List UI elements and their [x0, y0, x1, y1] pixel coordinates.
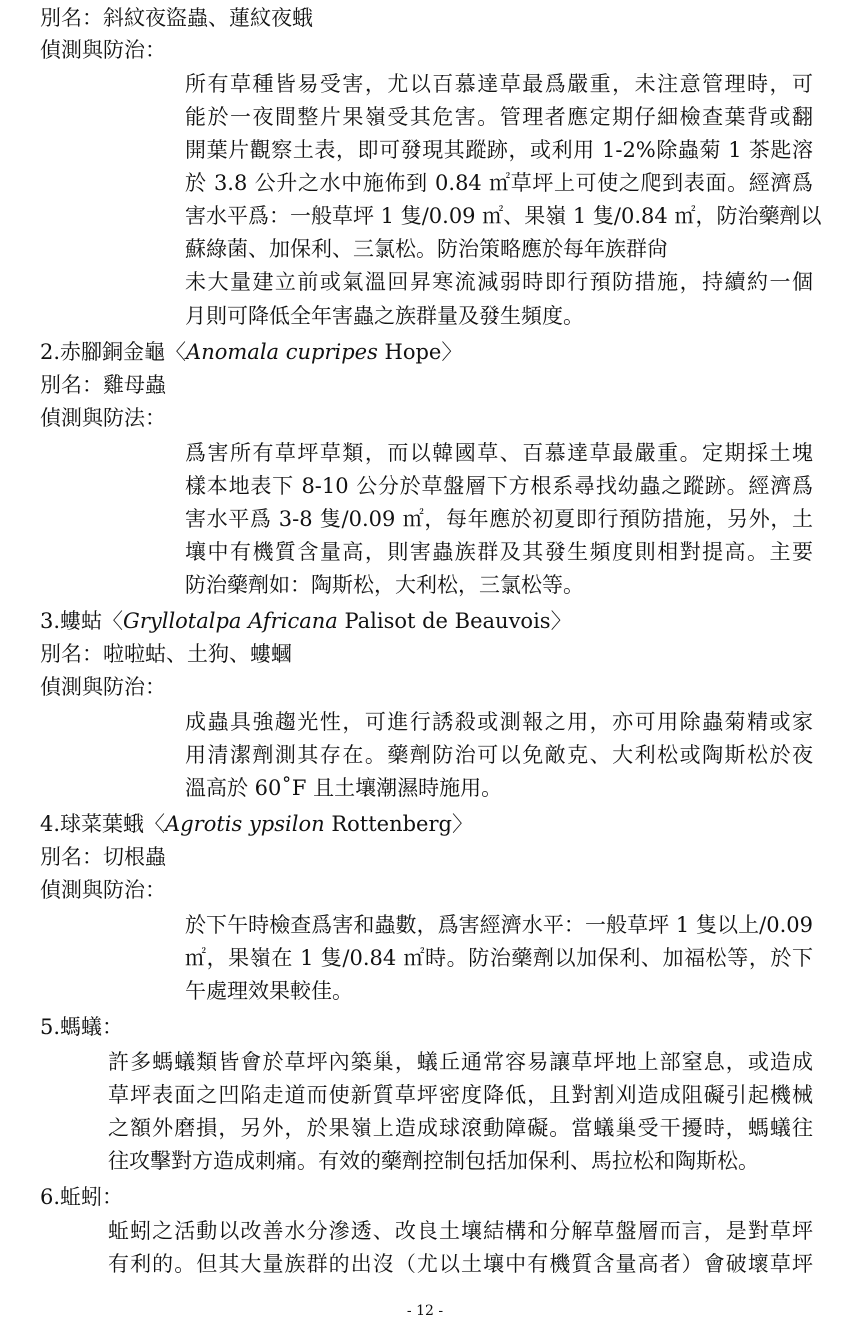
- alias-line: 別名：啦啦蛄、土狗、螻蟈: [40, 642, 292, 666]
- paragraph-line: 溫高於 60˚F 且土壤潮濕時施用。: [185, 776, 503, 800]
- heading-author: Palisot de Beauvois〉: [337, 609, 572, 633]
- paragraph-line: 未大量建立前或氣溫回昇寒流減弱時即行預防措施，持續約一個: [185, 270, 813, 294]
- paragraph-line: 成蟲具強趨光性，可進行誘殺或測報之用，亦可用除蟲菊精或家: [185, 710, 813, 734]
- paragraph-line: 有利的。但其大量族群的出沒（尤以土壤中有機質含量高者）會破壞草坪: [108, 1252, 813, 1276]
- method-label: 偵測與防治：: [40, 878, 166, 902]
- paragraph-line: 午處理效果較佳。: [185, 979, 353, 1003]
- paragraph-line: 往攻擊對方造成刺痛。有效的藥劑控制包括加保利、馬拉松和陶斯松。: [108, 1149, 759, 1173]
- paragraph-line: 許多螞蟻類皆會於草坪內築巢，蟻丘通常容易讓草坪地上部窒息，或造成: [108, 1050, 813, 1074]
- heading-text: 4.球菜葉蛾〈: [40, 812, 166, 836]
- section-heading: [40, 607, 572, 635]
- paragraph-line: 開葉片觀察土表，即可發現其蹤跡，或利用 1-2%除蟲菊 1 茶匙溶: [185, 138, 813, 162]
- paragraph-line: 於下午時檢查爲害和蟲數，爲害經濟水平：一般草坪 1 隻以上/0.09: [185, 913, 813, 937]
- section-heading: 6.蚯蚓：: [40, 1185, 124, 1209]
- paragraph-line: 於 3.8 公升之水中施佈到 0.84 ㎡草坪上可使之爬到表面。經濟爲: [185, 171, 813, 195]
- method-label: 偵測與防法：: [40, 406, 166, 430]
- heading-text: 3.螻蛄〈: [40, 609, 124, 633]
- scientific-name: Gryllotalpa Africana: [123, 609, 338, 633]
- paragraph-line: 用清潔劑測其存在。藥劑防治可以免敵克、大利松或陶斯松於夜: [185, 743, 813, 767]
- scientific-name: Agrotis ypsilon: [165, 812, 325, 836]
- paragraph-line: 能於一夜間整片果嶺受其危害。管理者應定期仔細檢查葉背或翻: [185, 105, 813, 129]
- section-heading: [40, 338, 462, 366]
- method-label: 偵測與防治：: [40, 675, 166, 699]
- alias-line: 別名：雞母蟲: [40, 373, 166, 397]
- heading-author: Hope〉: [377, 340, 463, 364]
- paragraph-line: 所有草種皆易受害，尤以百慕達草最爲嚴重，未注意管理時，可: [185, 72, 813, 96]
- scientific-name: Anomala cupripes: [186, 340, 378, 364]
- paragraph-line: 爲害所有草坪草類，而以韓國草、百慕達草最嚴重。定期採土塊: [185, 441, 813, 465]
- paragraph-line: 之額外磨損，另外，於果嶺上造成球滾動障礙。當蟻巢受干擾時，螞蟻往: [108, 1116, 813, 1140]
- paragraph-line: 防治藥劑如：陶斯松，大利松，三氯松等。: [185, 573, 584, 597]
- alias-line: 別名：切根蟲: [40, 845, 166, 869]
- paragraph-line: 壤中有機質含量高，則害蟲族群及其發生頻度則相對提高。主要: [185, 540, 813, 564]
- paragraph-line: 樣本地表下 8-10 公分於草盤層下方根系尋找幼蟲之蹤跡。經濟爲: [185, 474, 813, 498]
- paragraph-line: 蚯蚓之活動以改善水分滲透、改良土壤結構和分解草盤層而言，是對草坪: [108, 1219, 813, 1243]
- heading-author: Rottenberg〉: [324, 812, 473, 836]
- section-heading: 5.螞蟻：: [40, 1015, 124, 1039]
- paragraph-line: 害水平爲 3-8 隻/0.09 ㎡，每年應於初夏即行預防措施，另外，土: [185, 507, 813, 531]
- page-number: - 12 -: [406, 1303, 444, 1319]
- paragraph-line: 害水平爲：一般草坪 1 隻/0.09 ㎡、果嶺 1 隻/0.84 ㎡，防治藥劑以: [185, 204, 822, 228]
- paragraph-line: 草坪表面之凹陷走道而使新質草坪密度降低，且對割刈造成阻礙引起機械: [108, 1083, 813, 1107]
- alias-line: 別名：斜紋夜盜蟲、蓮紋夜蛾: [40, 6, 313, 30]
- paragraph-line: 月則可降低全年害蟲之族群量及發生頻度。: [185, 304, 584, 328]
- section-heading: [40, 810, 473, 838]
- paragraph-line: 蘇綠菌、加保利、三氯松。防治策略應於每年族群尙: [185, 237, 668, 261]
- method-label: 偵測與防治：: [40, 38, 166, 62]
- heading-text: 2.赤腳銅金龜〈: [40, 340, 187, 364]
- paragraph-line: ㎡，果嶺在 1 隻/0.84 ㎡時。防治藥劑以加保利、加福松等，於下: [185, 946, 813, 970]
